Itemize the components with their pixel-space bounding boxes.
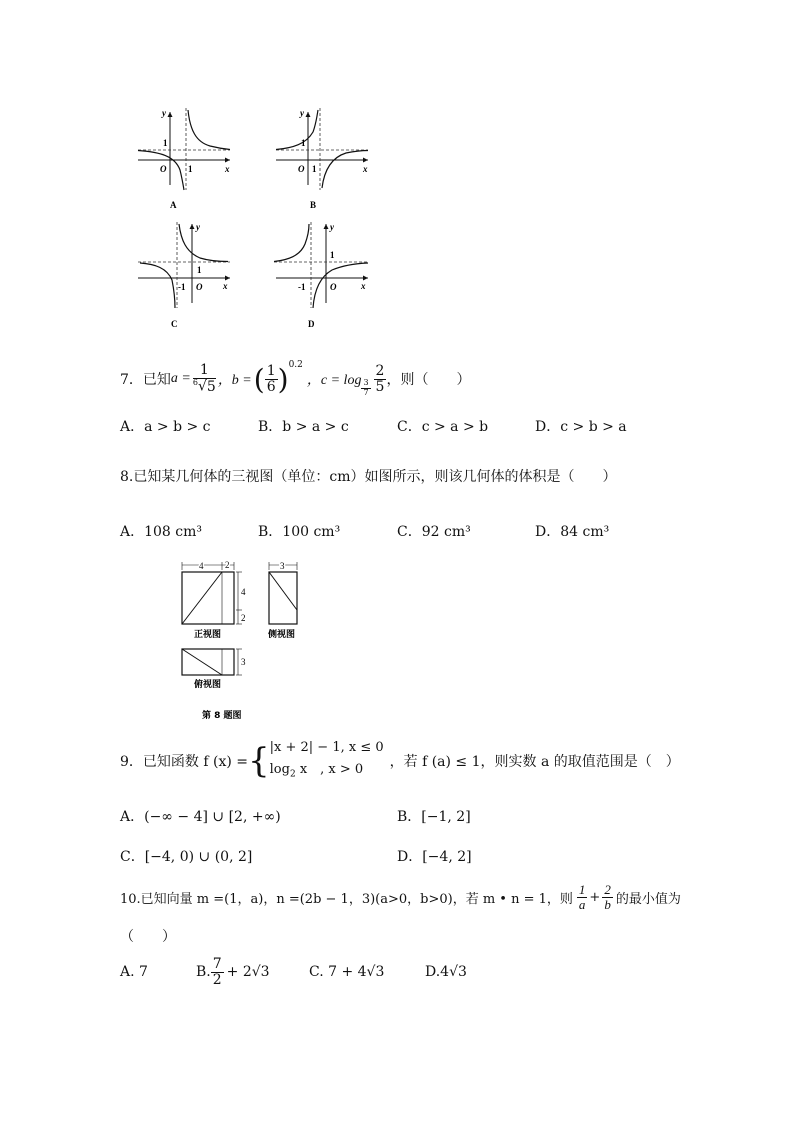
graph-a xyxy=(138,108,230,210)
graph-d-x-label: x xyxy=(361,281,366,291)
q7-c-base-den: 7 xyxy=(363,387,369,397)
q7-b-lhs: ，b = xyxy=(217,373,252,388)
graph-b-tick-x1: 1 xyxy=(312,164,317,174)
q7-option-d[interactable]: D．c > b > a xyxy=(535,419,627,435)
q10-stem-b: 的最小值为 xyxy=(615,891,681,907)
q7-number: 7．已知 xyxy=(120,372,171,388)
question-9 xyxy=(120,738,680,784)
graph-a-tick-y1: 1 xyxy=(163,138,168,148)
graph-c-y-label: y xyxy=(196,222,200,232)
graph-c-tick-y1: 1 xyxy=(197,265,202,275)
figure-caption: 第 8 题图 xyxy=(202,711,242,720)
q8-option-c[interactable]: C．92 cm³ xyxy=(397,524,471,540)
graph-d xyxy=(274,222,368,329)
q7-c-base xyxy=(361,379,370,397)
q8-option-a[interactable]: A．108 cm³ xyxy=(120,524,203,540)
q10-option-a[interactable]: A. 7 xyxy=(120,964,148,980)
graph-a-x-label: x xyxy=(225,164,230,174)
q7-tail: ，则（ ） xyxy=(386,372,471,388)
front-dim-side-b: 2 xyxy=(241,613,246,623)
q10-frac-2-num: 2 xyxy=(604,881,611,897)
graph-b-x-label: x xyxy=(363,164,368,174)
front-view xyxy=(182,560,246,640)
graph-b-origin: O xyxy=(298,164,305,174)
q7-b-fraction xyxy=(265,364,278,394)
q7-b-num: 1 xyxy=(266,362,276,379)
q7-c-arg-num: 2 xyxy=(375,362,385,379)
question-7 xyxy=(120,354,470,404)
q8-option-b[interactable]: B．100 cm³ xyxy=(258,524,341,540)
q9-case-2 xyxy=(270,759,384,786)
q7-b-paren-open: ( xyxy=(253,362,265,396)
q7-c-base-num: 3 xyxy=(363,378,369,388)
graph-d-origin: O xyxy=(330,282,337,292)
graph-a-origin: O xyxy=(160,164,167,174)
graph-c-label: C xyxy=(171,319,178,329)
q7-b-den: 6 xyxy=(266,378,276,395)
graph-b xyxy=(276,108,368,210)
graph-a-tick-x1: 1 xyxy=(188,164,193,174)
graph-c-origin: O xyxy=(196,282,203,292)
q9-stem-b: ，若 f (a) ≤ 1，则实数 a 的取值范围是（ ） xyxy=(389,754,680,770)
q7-a-lhs: a = xyxy=(170,371,191,386)
q10-option-b-frac xyxy=(211,957,224,987)
q9-cases xyxy=(270,737,384,786)
q10-option-b-den: 2 xyxy=(212,971,222,988)
graph-b-label: B xyxy=(310,200,317,210)
q7-a-den: $^6$√5 xyxy=(192,378,216,395)
graph-c xyxy=(138,222,230,329)
graph-a-label: A xyxy=(170,200,177,210)
q9-case-2-base: 2 xyxy=(289,769,296,780)
q10-option-b-tail: + 2√3 xyxy=(226,964,270,980)
graph-d-tick-y1: 1 xyxy=(330,250,335,260)
q9-case-1: |x + 2| − 1, x ≤ 0 xyxy=(269,739,384,755)
q9-option-b[interactable]: B．[−1, 2] xyxy=(397,809,471,825)
q7-option-a[interactable]: A．a > b > c xyxy=(120,419,211,435)
front-dim-top-b: 2 xyxy=(225,560,230,570)
view-front-label: 正视图 xyxy=(194,630,222,640)
q7-option-c[interactable]: C．c > a > b xyxy=(397,419,489,435)
three-view-drawing xyxy=(170,560,320,720)
q10-option-b-num: 7 xyxy=(212,955,222,972)
side-dim-top: 3 xyxy=(280,561,285,571)
q10-frac-2-den: b xyxy=(604,896,611,912)
graph-b-y-label: y xyxy=(300,108,304,118)
q8-option-d[interactable]: D．84 cm³ xyxy=(535,524,610,540)
question-8: 8.已知某几何体的三视图（单位：cm）如图所示，则该几何体的体积是（ ） xyxy=(120,469,617,485)
q10-frac-1-num: 1 xyxy=(578,881,586,897)
q7-c-arg-den: 5 xyxy=(375,378,385,395)
q7-c-lhs: ，c = log xyxy=(306,373,362,388)
q10-frac-1 xyxy=(577,883,588,911)
q10-option-c[interactable]: C. 7 + 4√3 xyxy=(309,964,385,980)
q9-option-a[interactable]: A．(−∞ − 4] ∪ [2, +∞) xyxy=(120,809,281,825)
q7-a-root-index: 6 xyxy=(192,378,198,388)
top-dim-side: 3 xyxy=(241,657,246,667)
q7-b-paren-close: ) xyxy=(277,362,289,396)
top-view xyxy=(182,649,246,690)
q9-option-d[interactable]: D．[−4, 2] xyxy=(397,849,472,865)
q9-case-2-log: log xyxy=(269,761,290,777)
q7-a-root-val: 5 xyxy=(206,378,216,395)
q7-option-b[interactable]: B．b > a > c xyxy=(258,419,349,435)
graph-d-tick-xneg1: -1 xyxy=(298,282,306,292)
graph-b-tick-y1: 1 xyxy=(301,138,306,148)
graph-c-x-label: x xyxy=(223,281,228,291)
view-side-label: 侧视图 xyxy=(268,630,296,640)
q7-a-num: 1 xyxy=(193,363,216,379)
graph-d-y-label: y xyxy=(330,222,334,232)
q10-paren: （ ） xyxy=(120,929,176,945)
graph-d-label: D xyxy=(308,319,315,329)
front-dim-side-a: 4 xyxy=(241,587,246,597)
graph-c-tick-xneg1: -1 xyxy=(178,282,186,292)
q10-frac-1-den: a xyxy=(578,896,586,912)
q9-case-2-rest: x , x > 0 xyxy=(295,761,364,777)
q7-a-fraction xyxy=(193,363,216,394)
q10-plus: + xyxy=(589,889,601,905)
q10-frac-2 xyxy=(602,883,613,911)
function-graphs xyxy=(130,100,370,335)
q9-brace: { xyxy=(248,741,270,781)
view-top-label: 俯视图 xyxy=(194,680,222,690)
question-10 xyxy=(120,876,681,918)
side-view xyxy=(267,561,297,640)
q10-option-b-label: B. xyxy=(196,964,211,980)
q10-option-d[interactable]: D.4√3 xyxy=(425,964,467,980)
q7-c-arg xyxy=(374,364,387,394)
q7-b-exp: 0.2 xyxy=(288,360,303,370)
q10-option-b[interactable] xyxy=(196,952,270,992)
q9-stem-a: 9．已知函数 f (x) = xyxy=(120,754,248,770)
graph-a-y-label: y xyxy=(162,108,166,118)
front-dim-top-a: 4 xyxy=(199,561,204,571)
q9-option-c[interactable]: C．[−4, 0) ∪ (0, 2] xyxy=(120,849,253,865)
q10-stem-a: 10.已知向量 m =(1，a)，n =(2b − 1，3)(a>0，b>0)，若 m • n = 1，则 xyxy=(120,891,573,907)
